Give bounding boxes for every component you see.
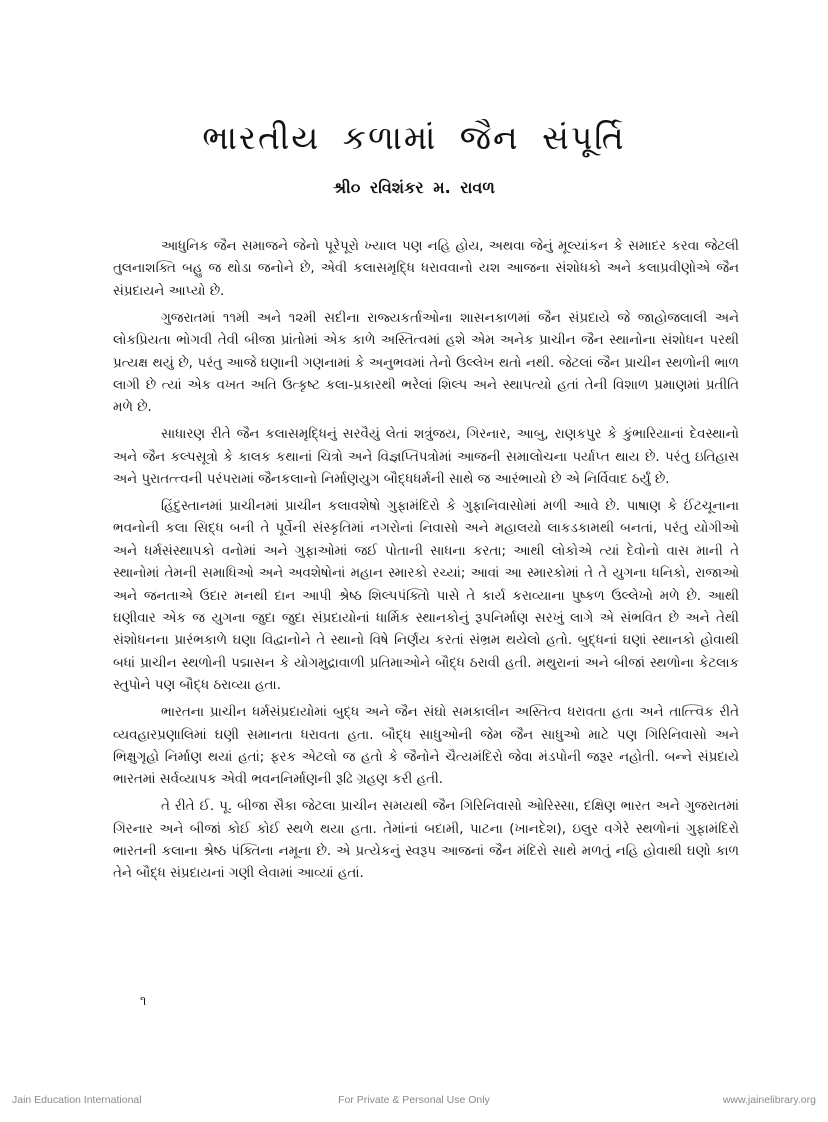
article-author: શ્રી૦ રવિશંકર મ. રાવળ xyxy=(333,178,495,197)
page-number: ૧ xyxy=(140,994,147,1009)
article-title: ભારતીય કળામાં જૈન સંપૂર્તિ xyxy=(202,118,626,157)
paragraph: હિંદુસ્તાનમાં પ્રાચીનમાં પ્રાચીન કલાવશેષો ગુફામંદિરો કે ગુફાનિવાસોમાં મળી આવે છે. પાષાણ કે ઈંટચૂનાના ભવનોની કલા સિદ્ધ બની તે પૂર્વેની સંસ્કૃતિમાં નગરોનાં નિવાસો અને મહાલયો લાકડકામથી બનતાં, પરંતુ યોગીઓ અને ધર્મસંસ્થાપકો વનોમાં અને ગુફાઓમાં જઈ પોતાની સાધના કરતા; આથી લોકોએ ત્યાં દેવોનો વાસ માની તે સ્થાનોમાં તેમની સમાધિઓ અને અવશેષોનાં મહાન સ્મારકો રચ્યાં; આવાં આ સ્મારકોમાં તે તે યુગના ધનિકો, રાજાઓ અને જનતાએ ઉદાર મનથી દાન આપી શ્રેષ્ઠ શિલ્પપંક્તિો પાસે તે કાર્ય કરાવ્યાના પુષ્કળ ઉલ્લેખો મળે છે. આથી ઘણીવાર એક જ યુગના જુદા જુદા સંપ્રદાયોનાં ધાર્મિક સ્થાનકોનું રૂપનિર્માણ સરખું લાગે એ સંભવિત છે અને તેથી સંશોધનના પ્રારંભકાળે ઘણા વિદ્વાનોને તે સ્થાનો વિષે નિર્ણય કરતાં સંભ્રમ થયેલો હતો. બુદ્ધનાં ઘણાં સ્થાનકો હોવાથી બધાં પ્રાચીન સ્થળોની પદ્માસન કે યોગમુદ્રાવાળી પ્રતિમાઓને બૌદ્ધ ઠરાવી હતી. મથુરાનાં અને બીજાં સ્થળોના કેટલાક સ્તુપોને પણ બૌદ્ધ ઠરાવ્યા હતા. xyxy=(113,498,739,694)
footer-publisher: Jain Education International xyxy=(12,1094,142,1106)
article-body xyxy=(113,236,739,890)
footer-usage-notice: For Private & Personal Use Only xyxy=(338,1094,490,1106)
paragraph: ભારતના પ્રાચીન ધર્મસંપ્રદાયોમાં બુદ્ધ અને જૈન સંઘો સમકાલીન અસ્તિત્વ ધરાવતા હતા અને તાત્ત્વિક રીતે વ્યવહારપ્રણાલિમાં ઘણી સમાનતા ધરાવતા હતા. બૌદ્ધ સાધુઓની જેમ જૈન સાધુઓ માટે પણ ગિરિનિવાસો અને ભિક્ષુગૃહો નિર્માણ થયાં હતાં; ફરક એટલો જ હતો કે જૈનોને ચૈત્યમંદિરો જેવા મંડપોની જરૂર નહોતી. બન્ને સંપ્રદાયે ભારતમાં સર્વવ્યાપક એવી ભવનનિર્માણની રૂઢિ ગ્રહણ કરી હતી. xyxy=(113,705,739,788)
paragraph: સાધારણ રીતે જૈન કલાસમૃદ્ધિનું સરવૈયું લેતાં શત્રુંજય, ગિરનાર, આબુ, રાણકપુર કે કુંભારિયાનાં દેવસ્થાનો અને જૈન કલ્પસૂત્રો કે કાલક કથાનાં ચિત્રો અને વિજ્ઞપ્તિપત્રોમાં આજની સમાલોચના પર્યાપ્ત થાય છે. પરંતુ ઇતિહાસ અને પુરાતત્ત્વની પરંપરામાં જૈનકલાનો નિર્માણયુગ બૌદ્ધધર્મની સાથે જ આરંભાયો છે એ નિર્વિવાદ ઠર્યું છે. xyxy=(113,427,739,488)
paragraph: આધુનિક જૈન સમાજને જેનો પૂરેપૂરો ખ્યાલ પણ નહિ હોય, અથવા જેનું મૂલ્યાંકન કે સમાદર કરવા જેટલી તુલનાશક્તિ બહુ જ થોડા જનોને છે, એવી કલાસમૃદ્ધિ ધરાવવાનો યશ આજના સંશોધકો અને કલાપ્રવીણોએ જૈન સંપ્રદાયને આપ્યો છે. xyxy=(113,239,739,299)
footer-website-link[interactable]: www.jainelibrary.org xyxy=(722,1094,816,1106)
paragraph: ગુજરાતમાં ૧૧મી અને ૧૨મી સદીના રાજ્યકર્તાઓના શાસનકાળમાં જૈન સંપ્રદાયે જે જાહોજલાલી અને લોકપ્રિયતા ભોગવી તેવી બીજા પ્રાંતોમાં એક કાળે અસ્તિત્વમાં હશે એમ અનેક પ્રાચીન જૈન સ્થાનોના સંશોધન પરથી પ્રત્યક્ષ થયું છે, પરંતુ આજે ઘણાની ગણનામાં કે અનુભવમાં તેનો ઉલ્લેખ થતો નથી. જેટલાં જૈન પ્રાચીન સ્થળોની ભાળ લાગી છે ત્યાં એક વખત અતિ ઉત્કૃષ્ટ કલા-પ્રકારથી ભરેલાં શિલ્પ અને સ્થાપત્યો હતાં તેની વિશાળ પ્રમાણમાં પ્રતીતિ મળે છે. xyxy=(113,310,739,416)
paragraph: તે રીતે ઈ. પૂ. બીજા સૈકા જેટલા પ્રાચીન સમયથી જૈન ગિરિનિવાસો ઓરિસ્સા, દક્ષિણ ભારત અને ગુજરાતમાં ગિરનાર અને બીજાં કોઈ કોઈ સ્થળે થયા હતા. તેમાંનાં બદામી, પાટના (ખાનદેશ), ઇલુર વગેરે સ્થળોનાં ગુફામંદિરો ભારતની કલાના શ્રેષ્ઠ પંક્તિના નમૂના છે. એ પ્રત્યેકનું સ્વરૂપ આજનાં જૈન મંદિરો સાથે મળતું નહિ હોવાથી ઘણો કાળ તેને બૌદ્ધ સંપ્રદાયનાં ગણી લેવામાં આવ્યાં હતાં. xyxy=(113,799,739,882)
